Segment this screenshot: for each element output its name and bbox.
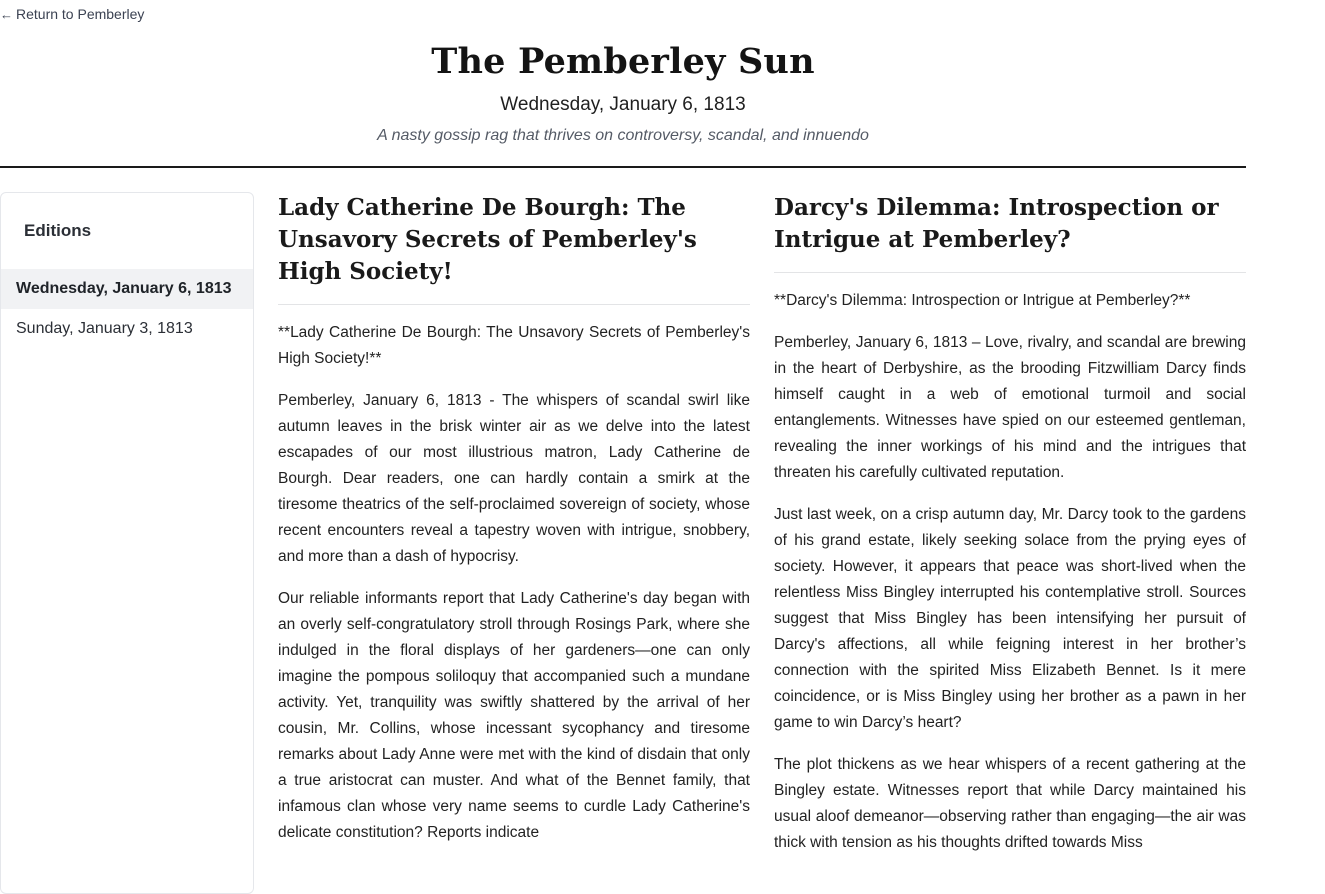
article-paragraph: Pemberley, January 6, 1813 - The whispers of scandal swirl like autumn leaves in the brisk winter air as we delve into the latest escapades of our most illustrious matron, Lady Catherine de Bourgh. Dear readers, one can hardly contain a smirk at the tiresome theatrics of the self-proclaimed sovereign of society, whose recent encounters reveal a tapestry woven with intrigue, snobbery, and more than a dash of hypocrisy. (278, 392, 750, 565)
article-lady-catherine (278, 192, 750, 862)
article-title: Lady Catherine De Bourgh: The Unsavory Secrets of Pemberley's High Society! (278, 192, 750, 305)
edition-item-jan-3-1813[interactable]: Sunday, January 3, 1813 (16, 320, 193, 337)
newspaper-title: The Pemberley Sun (431, 41, 815, 82)
arrow-left-icon: ← (0, 6, 13, 22)
return-link-label: Return to Pemberley (16, 6, 145, 22)
masthead (0, 36, 1246, 147)
article-title: Darcy's Dilemma: Introspection or Intrigue at Pemberley? (774, 192, 1246, 273)
edition-item-jan-6-1813[interactable]: Wednesday, January 6, 1813 (1, 269, 253, 309)
article-body (278, 320, 750, 846)
article-body (774, 288, 1246, 856)
article-paragraph: The plot thickens as we hear whispers of a recent gathering at the Bingley estate. Witnesses report that while Darcy maintained his usual aloof demeanor—observing rather than engaging—the air was thick with tension as his thoughts drifted towards Miss (774, 756, 1246, 851)
editions-heading: Editions (24, 221, 92, 240)
article-paragraph: Pemberley, January 6, 1813 – Love, rivalry, and scandal are brewing in the heart of Derbyshire, as the brooding Fitzwilliam Darcy finds himself caught in a web of emotional turmoil and social entanglements. Witnesses have spied on our esteemed gentleman, revealing the inner workings of his mind and the intrigues that threaten his carefully cultivated reputation. (774, 334, 1246, 481)
article-paragraph: **Darcy's Dilemma: Introspection or Intrigue at Pemberley?** (774, 292, 1191, 309)
edition-date: Wednesday, January 6, 1813 (500, 94, 746, 115)
article-paragraph: **Lady Catherine De Bourgh: The Unsavory Secrets of Pemberley's High Society!** (278, 324, 750, 367)
tagline: A nasty gossip rag that thrives on controversy, scandal, and innuendo (377, 127, 869, 144)
masthead-divider (0, 166, 1246, 168)
article-paragraph: Our reliable informants report that Lady Catherine's day began with an overly self-congratulatory stroll through Rosings Park, where she indulged in the floral displays of her gardeners—one can only imagine the pompous soliloquy that accompanied such a mundane activity. Yet, tranquility was swiftly shattered by the arrival of her cousin, Mr. Collins, whose incessant sycophancy and tiresome remarks about Lady Anne were met with the kind of disdain that only a true aristocrat can muster. And what of the Bennet family, that infamous clan whose very name seems to curdle Lady Catherine's delicate constitution? Reports indicate (278, 590, 750, 841)
article-darcys-dilemma (774, 192, 1246, 872)
editions-sidebar (0, 192, 254, 894)
return-to-pemberley-link[interactable] (0, 6, 144, 22)
article-paragraph: Just last week, on a crisp autumn day, Mr. Darcy took to the gardens of his grand estate, likely seeking solace from the prying eyes of society. However, it appears that peace was short-lived when the relentless Miss Bingley interrupted his contemplative stroll. Sources suggest that Miss Bingley has been intensifying her pursuit of Darcy's affections, all while feigning interest in her brother’s connection with the spirited Miss Elizabeth Bennet. Is it mere coincidence, or is Miss Bingley using her brother as a pawn in her game to win Darcy’s heart? (774, 506, 1246, 731)
